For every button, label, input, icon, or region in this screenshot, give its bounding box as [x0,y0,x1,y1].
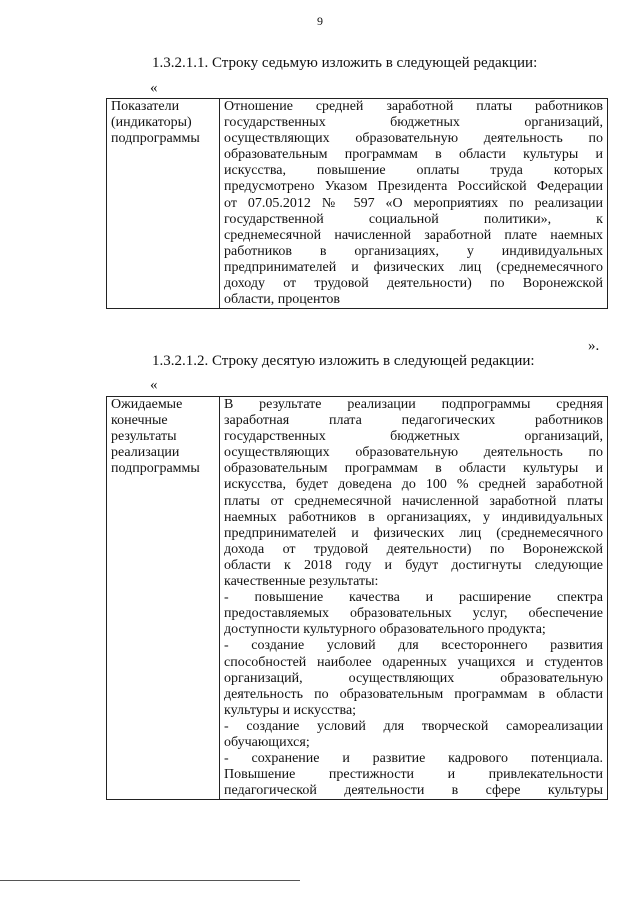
label-line: реализации [111,445,180,461]
content-line: государственных бюджетных организаций, [224,429,603,445]
content-line: качественные результаты: [224,574,379,590]
label-line: подпрограммы [111,461,200,477]
content-line: В результате реализации подпрограммы средняя [224,397,603,412]
content-line: от 07.05.2012 № 597 «О мероприятиях по реализации [224,195,603,211]
content-line: области, процентов [224,292,341,308]
page-number: 9 [317,14,323,28]
label-line: (индикаторы) [111,115,192,131]
section2-label-cell [107,397,220,800]
table-row [107,99,608,309]
content-line: области к 2018 году и будут достигнуты следующие [224,557,603,573]
content-line: обучающихся; [224,734,310,750]
content-line: предпринимателей и физических лиц (среднемесячного [224,525,603,541]
content-line: - создание условий для творческой самореализации [224,718,603,734]
content-line: педагогической деятельности в сфере культуры [224,783,603,799]
content-line: заработная плата педагогических работников [224,413,603,429]
content-line: деятельность по образовательным программам в области [224,686,603,702]
section1-quote-open: « [150,80,158,96]
section2-quote-open: « [150,377,158,393]
content-line: государственной социальной политики», к [224,211,603,227]
content-line: предоставляемых образовательных услуг, обеспечение [224,606,603,622]
content-line: Повышение престижности и привлекательности [224,767,603,783]
content-line: - повышение качества и расширение спектра [224,590,603,606]
content-line: среднемесячной начисленной заработной плате наемных [224,227,603,243]
content-line: государственных бюджетных организаций, [224,115,603,131]
section2-heading: 1.3.2.1.2. Строку десятую изложить в следующей редакции: [152,353,535,369]
label-line: результаты [111,429,177,445]
content-line: культуры и искусства; [224,702,357,718]
content-line: Отношение средней заработной платы работников [224,99,603,114]
content-line: наемных работников в организациях, у индивидуальных [224,509,603,525]
content-line: предусмотрено Указом Президента Российской Федерации [224,179,603,195]
section1-content-cell [220,99,608,309]
label-line: Показатели [111,99,180,114]
content-line: дохода от трудовой деятельности) по Воронежской [224,541,603,557]
content-line: - сохранение и развитие кадрового потенциала. [224,751,603,767]
section1-quote-close: ». [588,338,600,354]
bottom-rule [0,880,300,881]
label-line: конечные [111,413,168,429]
content-line: способностей наиболее одаренных учащихся и студентов [224,654,603,670]
content-line: работников в организациях, у индивидуальных [224,243,603,259]
section1-label-cell [107,99,220,309]
section2-content-cell [220,397,608,800]
content-line: доходу от трудовой деятельности) по Воронежской [224,276,603,292]
content-line: доступности культурного образовательного продукта; [224,622,546,638]
content-line: осуществляющих образовательную деятельность по [224,445,603,461]
content-line: осуществляющих образовательную деятельность по [224,131,603,147]
content-line: образовательным программам в области культуры и [224,147,603,163]
section1-heading: 1.3.2.1.1. Строку седьмую изложить в следующей редакции: [152,55,538,71]
content-line: искусства, будет доведена до 100 % средней заработной [224,477,603,493]
label-line: Ожидаемые [111,397,183,412]
content-line: организаций, осуществляющих образовательную [224,670,603,686]
table-row [107,397,608,800]
content-line: предпринимателей и физических лиц (среднемесячного [224,259,603,275]
content-line: - создание условий для всестороннего развития [224,638,603,654]
section1-table [106,98,608,309]
section2-table [106,396,608,800]
content-line: образовательным программам в области культуры и [224,461,603,477]
content-line: искусства, повышение оплаты труда которых [224,163,603,179]
label-line: подпрограммы [111,131,200,147]
content-line: платы от среднемесячной начисленной заработной платы [224,493,603,509]
